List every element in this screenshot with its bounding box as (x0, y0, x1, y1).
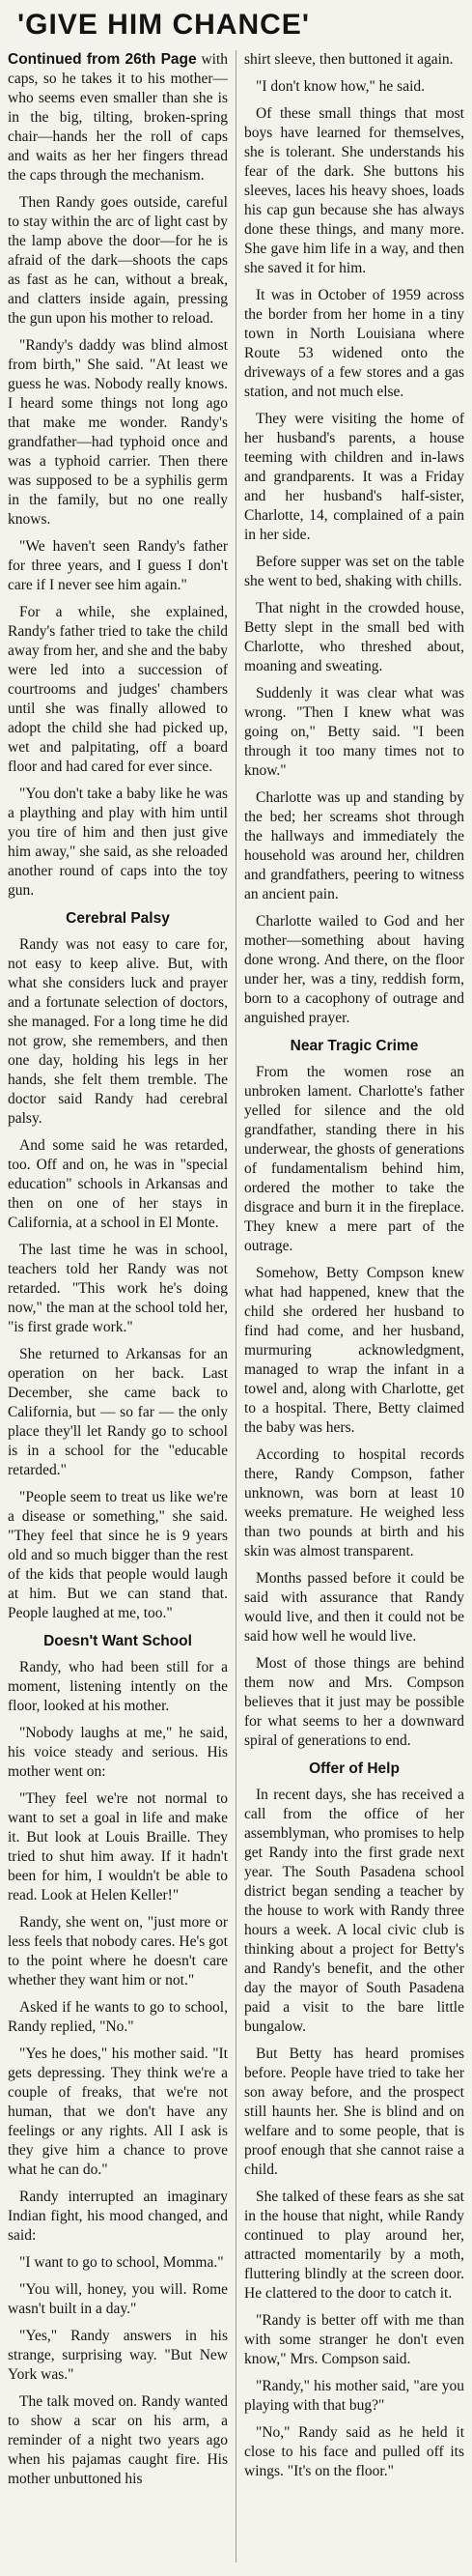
paragraph: "I don't know how," he said. (256, 78, 426, 95)
paragraph: "We haven't seen Randy's father for three years, and I guess I don't care if I never see him again." (8, 538, 228, 593)
paragraph: Then Randy goes outside, careful to stay within the arc of light cast by the lamp above the door—for he is afraid of the dark—shoots the caps as fast as he can, without a break, and clatters inside again, pressing the gun upon his mother to reload. (8, 194, 228, 327)
continuation-line: Continued from 26th Page (8, 51, 197, 68)
paragraph: And some said he was retarded, too. Off and on, he was in "special education" schools in Arkansas and then on one of her stays in California, at a school in El Monte. (8, 1137, 228, 1231)
subheading: Offer of Help (309, 1760, 400, 1777)
paragraph: "Nobody laughs at me," he said, his voice steady and serious. His mother went on: (8, 1725, 228, 1780)
paragraph: Charlotte wailed to God and her mother—something about having done wrong. And there, on the floor under her, was a tiny, reddish form, born to a cacophony of outrage and anguished prayer. (244, 913, 464, 1026)
column-1 (8, 50, 228, 2562)
headline: 'GIVE HIM CHANCE' (17, 9, 310, 41)
paragraph: Randy interrupted an imaginary Indian fight, his mood changed, and said: (8, 2189, 228, 2244)
paragraph: Somehow, Betty Compson knew what had happened, knew that the child she ordered her husband to find had come, and her husband, murmuring acknowledgment, managed to wrap the infant in a towel and, along with Charlotte, get to a hospital. There, Betty claimed the baby was hers. (244, 1265, 464, 1436)
paragraph: They were visiting the home of her husband's parents, a house teeming with children and in-laws and grandparents. It was a Friday and her husband's half-sister, Charlotte, 14, complained of a pain in her side. (244, 411, 464, 543)
paragraph: It was in October of 1959 across the border from her home in a tiny town in North Louisiana where Route 53 widened onto the driveways of a few stores and a gas station, and not much else. (244, 287, 464, 400)
paragraph: From the women rose an unbroken lament. Charlotte's father yelled for silence and the old grandfather, standing there in his underwear, the ghosts of generations of fundamentalism behind him, ordered the mother to take the disgrace and burn it in the fireplace. They knew a mere part of the outrage. (244, 1064, 464, 1254)
paragraph: "No," Randy said as he held it close to his face and pulled off its wings. "It's on the floor." (244, 2424, 464, 2479)
subheading: Near Tragic Crime (290, 1038, 419, 1054)
paragraph: "I want to go to school, Momma." (19, 2254, 224, 2271)
paragraph: Suddenly it was clear what was wrong. "Then I knew what was going on," Betty said. "I been through it too many times not to know." (244, 685, 464, 779)
paragraph: "People seem to treat us like we're a disease or something," she said. "They feel that since he is 9 years old and so much bigger than the rest of the kids that people would laugh at him. But we can stand that. People laughed at me, too." (8, 1489, 228, 1621)
paragraph-text: with caps, so he takes it to his mother—who seems even smaller than she is in the big, tilting, broken-spring chair—hands her the roll of caps and waits as her her fingers thread the caps through the mechanism. (8, 51, 228, 184)
article-columns (8, 50, 464, 2562)
paragraph: "Randy is better off with me than with some stranger he don't even know," Mrs. Compson said. (244, 2312, 464, 2367)
paragraph: Randy, she went on, "just more or less feels that nobody cares. He's got to the point where he doesn't care whether they want him or not." (8, 1914, 228, 1989)
paragraph: She talked of these fears as she sat in the house that night, while Randy continued to play around her, attracted momentarily by a moth, fluttering blindly at the screen door. He clattered to the door to catch it. (244, 2189, 464, 2302)
paragraph: The talk moved on. Randy wanted to show a scar on his arm, a reminder of a night two years ago when his pajamas caught fire. His mother unbuttoned his (8, 2393, 228, 2487)
paragraph: Asked if he wants to go to school, Randy replied, "No." (8, 1999, 228, 2035)
paragraph (8, 50, 228, 186)
paragraph: She returned to Arkansas for an operation on her back. Last December, she came back to California, but — so far — the only place they'll let Randy go to school is in a school for the "educable retarded." (8, 1346, 228, 1478)
paragraph: Months passed before it could be said with assurance that Randy would live, and then it could not be said how well he would live. (244, 1570, 464, 1645)
subheading: Doesn't Want School (43, 1633, 192, 1649)
paragraph: shirt sleeve, then buttoned it again. (244, 51, 454, 68)
paragraph: "Yes he does," his mother said. "It gets depressing. They think we're a couple of freaks, that we're not human, that we don't have any feelings or any rights. All I ask is they give him a chance to prove what he can do." (8, 2046, 228, 2178)
paragraph: The last time he was in school, teachers told her Randy was not retarded. "This work he's doing now," the man at the school told her, "is first grade work." (8, 1242, 228, 1335)
paragraph: Of these small things that most boys have learned for themselves, she is tolerant. She understands his fear of the dark. She buttons his sleeves, laces his heavy shoes, loads his cap gun because she has always done these things, and many more. She gave him life in a way, and then she saved it for him. (244, 105, 464, 276)
paragraph: Randy, who had been still for a moment, listening intently on the floor, looked at his mother. (8, 1659, 228, 1714)
paragraph: "You will, honey, you will. Rome wasn't built in a day." (8, 2281, 228, 2317)
paragraph: For a while, she explained, Randy's father tried to take the child away from her, and she and the baby were led into a succession of courtrooms and judges' chambers until she was finally allowed to adopt the child she had picked up, wet and palpitating, off a board floor and had cared for ever since. (8, 604, 228, 775)
paragraph: "Randy," his mother said, "are you playing with that bug?" (244, 2378, 464, 2414)
paragraph: Most of those things are behind them now and Mrs. Compson believes that it just may be possible for what seems to her a downward spiral of generations to end. (244, 1655, 464, 1749)
paragraph: "They feel we're not normal to want to set a goal in life and make it. But look at Louis Braille. They tried to shut him away. If it hadn't been for him, I wouldn't be able to read. Look at Helen Keller!" (8, 1790, 228, 1903)
paragraph: "You don't take a baby like he was a plaything and play with him until you tire of him and then just give him away," she said, as she reloaded another round of caps into the toy gun. (8, 786, 228, 899)
paragraph: According to hospital records there, Randy Compson, father unknown, was born at least 10 weeks premature. He weighed less than two pounds at birth and his skin was almost transparent. (244, 1446, 464, 1560)
paragraph: "Yes," Randy answers in his strange, surprising way. "But New York was." (8, 2328, 228, 2383)
paragraph: In recent days, she has received a call from the office of her assemblyman, who promises to help get Randy into the first grade next year. The South Pasadena school district began sending a teacher by the house to work with Randy three hours a week. A local civic club is thinking about a project for Betty's and Randy's benefit, and the other day the mayor of South Pasadena paid a visit to the bare little bungalow. (244, 1787, 464, 2035)
subheading: Cerebral Palsy (66, 910, 170, 927)
paragraph: Randy was not easy to care for, not easy to keep alive. But, with what she considers luck and prayer and a fortunate selection of doctors, she managed. For a long time he did not grow, she remembers, and then one day, holding his legs in her hands, she felt them tremble. The doctor said Randy had cerebral palsy. (8, 936, 228, 1127)
paragraph: That night in the crowded house, Betty slept in the small bed with Charlotte, who threshed about, moaning and sweating. (244, 600, 464, 674)
paragraph: Charlotte was up and standing by the bed; her screams shot through the hallways and immediately the household was around her, children and grandfathers, peering to witness an ancient pain. (244, 789, 464, 902)
paragraph: But Betty has heard promises before. People have tried to take her son away before, and the prospect still haunts her. She is blind and on welfare and to some people, that is proof enough that she cannot raise a child. (244, 2046, 464, 2178)
column-2 (236, 50, 464, 2562)
paragraph: "Randy's daddy was blind almost from birth," She said. "At least we guess he was. Nobody really knows. I heard some things not long ago that make me wonder. Randy's grandfather—had typhoid once and was a typhoid carrier. Then there was supposed to be a syphilis germ in the family, but no one really knows. (8, 337, 228, 528)
paragraph: Before supper was set on the table she went to bed, shaking with chills. (244, 554, 464, 589)
